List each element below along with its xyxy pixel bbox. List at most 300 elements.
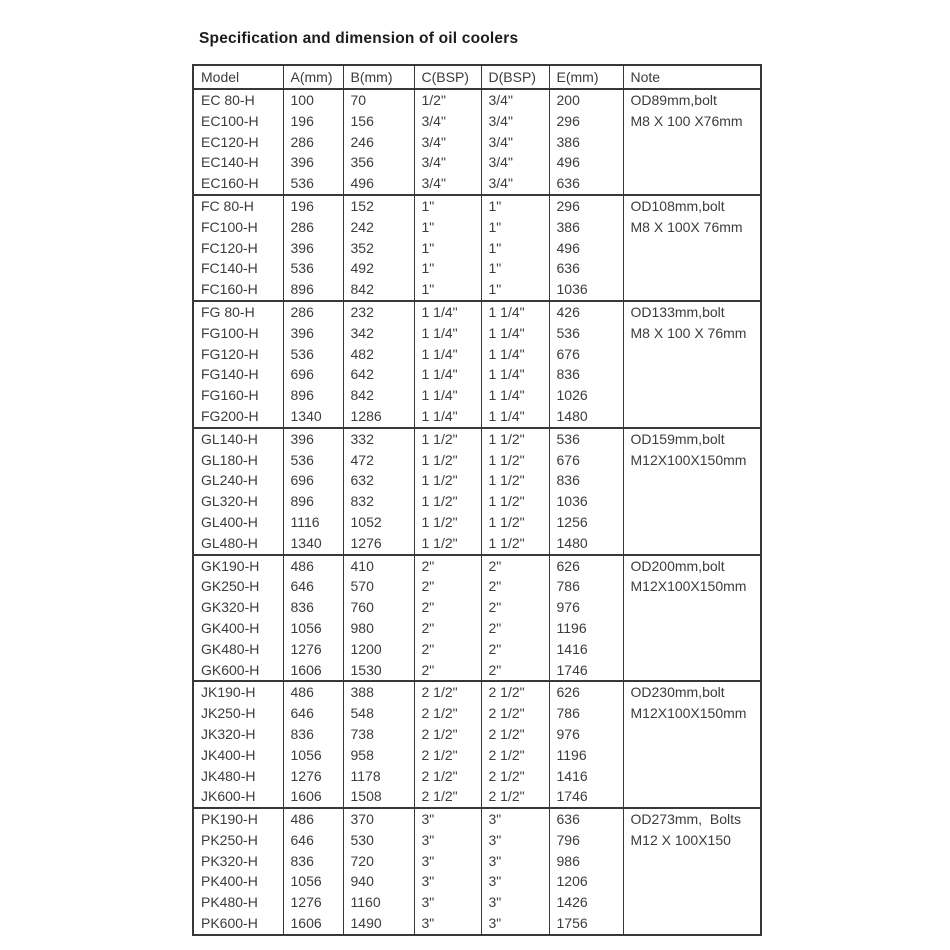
cell-a — [283, 195, 343, 301]
cell-d — [481, 428, 549, 555]
cell-value: 958 — [350, 746, 374, 763]
cell-value: 836 — [290, 725, 314, 742]
column-header-c: C(BSP) — [414, 65, 481, 89]
cell-note — [623, 681, 761, 808]
cell-c — [414, 555, 481, 682]
note-line: OD159mm,bolt — [630, 430, 725, 447]
cell-value: 1 1/4" — [488, 407, 525, 424]
cell-value: 2" — [421, 599, 435, 616]
cell-value: 1508 — [350, 788, 382, 805]
cell-value: 3" — [421, 915, 435, 932]
cell-value: 200 — [556, 92, 580, 108]
cell-value: 2" — [488, 619, 502, 636]
cell-value: 426 — [556, 303, 580, 320]
column-header-a: A(mm) — [283, 65, 343, 89]
cell-value: 352 — [350, 239, 374, 256]
note-line: OD230mm,bolt — [630, 684, 725, 701]
cell-value: 836 — [556, 472, 580, 489]
cell-e — [549, 555, 623, 682]
cell-d — [481, 681, 549, 808]
cell-value: 1606 — [290, 788, 322, 805]
cell-value: 196 — [290, 197, 314, 214]
cell-value: GK600-H — [201, 661, 260, 678]
cell-value: 842 — [350, 281, 374, 298]
cell-value: 1 1/2" — [421, 493, 458, 510]
cell-value: 3/4" — [488, 133, 513, 150]
cell-value: PK250-H — [201, 831, 258, 848]
cell-value: GK190-H — [201, 557, 260, 574]
cell-value: 1 1/2" — [488, 472, 525, 489]
cell-value: FG 80-H — [201, 303, 255, 320]
cell-value: 1276 — [350, 534, 382, 551]
cell-value: 1340 — [290, 534, 322, 551]
cell-value: FG160-H — [201, 387, 259, 404]
cell-value: EC120-H — [201, 133, 259, 150]
cell-value: 196 — [290, 112, 314, 129]
cell-value: 1606 — [290, 661, 322, 678]
group-row-6 — [193, 808, 761, 935]
cell-value: 388 — [350, 684, 374, 701]
cell-value: 980 — [350, 619, 374, 636]
cell-value: FC120-H — [201, 239, 258, 256]
cell-c — [414, 808, 481, 935]
cell-value: 1178 — [350, 767, 381, 784]
cell-value: FC100-H — [201, 218, 258, 235]
cell-value: 836 — [556, 366, 580, 383]
group-row-5 — [193, 681, 761, 808]
note-line: M12 X 100X150 — [630, 831, 731, 848]
cell-value: FG120-H — [201, 345, 259, 362]
cell-value: GK480-H — [201, 640, 260, 657]
cell-model — [193, 555, 283, 682]
column-header-d: D(BSP) — [481, 65, 549, 89]
cell-value: 1/2" — [421, 92, 446, 108]
cell-a — [283, 555, 343, 682]
cell-value: 1 1/2" — [421, 430, 458, 447]
cell-value: 242 — [350, 218, 374, 235]
cell-value: 1 1/2" — [421, 534, 458, 551]
cell-value: 3" — [421, 831, 435, 848]
cell-value: 1" — [488, 239, 502, 256]
cell-value: 1 1/4" — [421, 387, 458, 404]
cell-value: 842 — [350, 387, 374, 404]
cell-b — [343, 89, 414, 195]
cell-e — [549, 301, 623, 428]
cell-value: 1276 — [290, 767, 322, 784]
cell-value: 486 — [290, 557, 314, 574]
cell-value: JK400-H — [201, 746, 256, 763]
cell-value: 1" — [421, 218, 435, 235]
cell-a — [283, 301, 343, 428]
cell-value: JK250-H — [201, 705, 256, 722]
cell-c — [414, 195, 481, 301]
cell-b — [343, 428, 414, 555]
cell-value: 1 1/4" — [488, 366, 525, 383]
column-header-note: Note — [623, 65, 761, 89]
cell-value: 3" — [488, 852, 502, 869]
cell-value: 548 — [350, 705, 374, 722]
cell-model — [193, 301, 283, 428]
cell-value: GL480-H — [201, 534, 258, 551]
cell-value: 1756 — [556, 915, 588, 932]
cell-value: 1196 — [556, 619, 587, 636]
cell-value: 696 — [290, 366, 314, 383]
cell-value: 472 — [350, 451, 374, 468]
cell-b — [343, 681, 414, 808]
cell-value: 2" — [488, 578, 502, 595]
cell-value: 410 — [350, 557, 374, 574]
cell-value: 536 — [290, 451, 314, 468]
cell-value: 2 1/2" — [421, 705, 458, 722]
cell-value: FG140-H — [201, 366, 259, 383]
cell-value: 3/4" — [421, 154, 446, 171]
cell-value: 2" — [421, 661, 435, 678]
cell-note — [623, 428, 761, 555]
cell-value: FG200-H — [201, 407, 259, 424]
cell-value: 786 — [556, 578, 580, 595]
cell-e — [549, 428, 623, 555]
cell-model — [193, 428, 283, 555]
cell-note — [623, 89, 761, 195]
cell-value: 896 — [290, 493, 314, 510]
cell-value: 1530 — [350, 661, 382, 678]
cell-value: 1416 — [556, 640, 588, 657]
cell-value: GL140-H — [201, 430, 258, 447]
cell-value: 786 — [556, 705, 580, 722]
cell-value: 1 1/4" — [488, 387, 525, 404]
cell-e — [549, 195, 623, 301]
cell-value: 2" — [488, 661, 502, 678]
cell-value: 2 1/2" — [488, 684, 525, 701]
cell-value: 3" — [421, 873, 435, 890]
cell-value: 1" — [488, 260, 502, 277]
cell-e — [549, 681, 623, 808]
cell-value: 2 1/2" — [421, 746, 458, 763]
cell-value: 940 — [350, 873, 374, 890]
cell-value: 3" — [421, 894, 435, 911]
cell-value: 100 — [290, 92, 314, 108]
cell-value: 3/4" — [488, 112, 513, 129]
cell-value: FG100-H — [201, 324, 259, 341]
note-line: M8 X 100 X76mm — [630, 112, 743, 129]
cell-value: 626 — [556, 684, 580, 701]
cell-value: 832 — [350, 493, 374, 510]
cell-value: PK320-H — [201, 852, 258, 869]
cell-value: 3" — [488, 915, 502, 932]
cell-value: 626 — [556, 557, 580, 574]
cell-value: 796 — [556, 831, 580, 848]
cell-c — [414, 89, 481, 195]
cell-value: 1056 — [290, 746, 322, 763]
cell-b — [343, 195, 414, 301]
cell-a — [283, 428, 343, 555]
cell-value: 396 — [290, 324, 314, 341]
cell-value: 3" — [488, 894, 502, 911]
cell-value: 536 — [290, 260, 314, 277]
cell-value: 636 — [556, 175, 580, 192]
cell-value: 1 1/4" — [488, 324, 525, 341]
cell-value: PK480-H — [201, 894, 258, 911]
cell-value: 396 — [290, 239, 314, 256]
cell-value: 2 1/2" — [421, 767, 458, 784]
note-line: OD273mm, Bolts — [630, 811, 741, 828]
cell-value: 896 — [290, 387, 314, 404]
cell-d — [481, 555, 549, 682]
cell-value: 1746 — [556, 661, 588, 678]
cell-value: JK600-H — [201, 788, 256, 805]
cell-value: 1 1/2" — [421, 513, 458, 530]
cell-value: 1 1/4" — [421, 324, 458, 341]
cell-b — [343, 808, 414, 935]
cell-value: 738 — [350, 725, 374, 742]
cell-value: 720 — [350, 852, 374, 869]
cell-value: 1286 — [350, 407, 382, 424]
note-line: OD133mm,bolt — [630, 303, 725, 320]
cell-a — [283, 808, 343, 935]
cell-value: PK600-H — [201, 915, 258, 932]
cell-a — [283, 89, 343, 195]
header-row — [193, 65, 761, 89]
cell-value: 2" — [421, 578, 435, 595]
cell-value: 1" — [488, 218, 502, 235]
cell-value: 332 — [350, 430, 374, 447]
cell-value: 1052 — [350, 513, 382, 530]
cell-value: 286 — [290, 133, 314, 150]
cell-value: 636 — [556, 811, 580, 828]
cell-value: 3/4" — [421, 112, 446, 129]
cell-value: GK250-H — [201, 578, 260, 595]
cell-value: 1036 — [556, 493, 588, 510]
cell-value: 246 — [350, 133, 374, 150]
cell-value: FC160-H — [201, 281, 258, 298]
cell-value: 896 — [290, 281, 314, 298]
cell-c — [414, 301, 481, 428]
cell-value: 1" — [488, 281, 502, 298]
cell-value: 646 — [290, 578, 314, 595]
cell-value: 2 1/2" — [421, 788, 458, 805]
cell-value: 496 — [556, 154, 580, 171]
group-row-3 — [193, 428, 761, 555]
column-header-b: B(mm) — [343, 65, 414, 89]
cell-value: 646 — [290, 831, 314, 848]
cell-value: 642 — [350, 366, 374, 383]
cell-value: 1606 — [290, 915, 322, 932]
cell-value: 1480 — [556, 534, 588, 551]
cell-value: 3" — [488, 811, 502, 828]
cell-value: 536 — [556, 324, 580, 341]
cell-value: 1" — [421, 260, 435, 277]
cell-value: 2 1/2" — [488, 725, 525, 742]
cell-b — [343, 301, 414, 428]
cell-value: 386 — [556, 218, 580, 235]
cell-c — [414, 681, 481, 808]
cell-value: 1 1/2" — [488, 451, 525, 468]
cell-value: GL180-H — [201, 451, 258, 468]
cell-value: 1116 — [290, 513, 320, 530]
cell-value: 836 — [290, 852, 314, 869]
cell-value: 760 — [350, 599, 374, 616]
cell-model — [193, 89, 283, 195]
cell-value: 3" — [488, 873, 502, 890]
group-row-1 — [193, 195, 761, 301]
cell-value: 2" — [421, 640, 435, 657]
cell-value: 1416 — [556, 767, 588, 784]
cell-value: 286 — [290, 303, 314, 320]
cell-value: 1 1/2" — [421, 451, 458, 468]
cell-model — [193, 195, 283, 301]
cell-value: 1" — [421, 281, 435, 298]
cell-value: 1426 — [556, 894, 588, 911]
cell-b — [343, 555, 414, 682]
cell-value: 1 1/2" — [488, 513, 525, 530]
cell-value: JK190-H — [201, 684, 256, 701]
cell-value: 1 1/4" — [421, 345, 458, 362]
note-line: OD108mm,bolt — [630, 197, 725, 214]
cell-value: 836 — [290, 599, 314, 616]
cell-value: FC 80-H — [201, 197, 254, 214]
cell-value: 342 — [350, 324, 374, 341]
cell-value: 2 1/2" — [488, 788, 525, 805]
cell-value: 1 1/2" — [488, 534, 525, 551]
cell-a — [283, 681, 343, 808]
cell-value: 2 1/2" — [421, 684, 458, 701]
cell-value: EC160-H — [201, 175, 259, 192]
cell-value: 2" — [488, 557, 502, 574]
cell-value: 3" — [421, 811, 435, 828]
cell-value: 2" — [421, 619, 435, 636]
cell-d — [481, 808, 549, 935]
cell-value: GL320-H — [201, 493, 258, 510]
cell-value: 1160 — [350, 894, 381, 911]
cell-value: 1 1/4" — [488, 303, 525, 320]
cell-c — [414, 428, 481, 555]
cell-e — [549, 89, 623, 195]
cell-value: 536 — [290, 175, 314, 192]
note-line: M12X100X150mm — [630, 578, 747, 595]
cell-value: 2" — [421, 557, 435, 574]
cell-value: 1340 — [290, 407, 322, 424]
cell-value: 1 1/4" — [421, 366, 458, 383]
cell-value: 1 1/4" — [488, 345, 525, 362]
cell-value: 396 — [290, 430, 314, 447]
table-body — [193, 89, 761, 935]
cell-value: 2 1/2" — [488, 767, 525, 784]
cell-value: GK320-H — [201, 599, 260, 616]
cell-value: 530 — [350, 831, 374, 848]
cell-value: 676 — [556, 345, 580, 362]
cell-value: 3/4" — [421, 133, 446, 150]
cell-d — [481, 301, 549, 428]
column-header-e: E(mm) — [549, 65, 623, 89]
cell-value: EC100-H — [201, 112, 259, 129]
cell-value: 536 — [290, 345, 314, 362]
cell-value: 1746 — [556, 788, 588, 805]
cell-value: PK400-H — [201, 873, 258, 890]
cell-value: EC 80-H — [201, 92, 255, 108]
cell-value: 2 1/2" — [421, 725, 458, 742]
cell-value: 976 — [556, 725, 580, 742]
cell-value: 486 — [290, 684, 314, 701]
cell-value: 370 — [350, 811, 374, 828]
cell-value: 356 — [350, 154, 374, 171]
cell-value: 3/4" — [421, 175, 446, 192]
cell-value: FC140-H — [201, 260, 258, 277]
cell-value: 286 — [290, 218, 314, 235]
cell-value: 986 — [556, 852, 580, 869]
cell-value: 486 — [290, 811, 314, 828]
cell-value: 296 — [556, 112, 580, 129]
cell-value: 1 1/2" — [488, 493, 525, 510]
cell-value: 1276 — [290, 894, 322, 911]
cell-value: JK320-H — [201, 725, 256, 742]
group-row-4 — [193, 555, 761, 682]
spec-table — [192, 64, 762, 936]
cell-value: 570 — [350, 578, 374, 595]
cell-value: 232 — [350, 303, 374, 320]
cell-value: GL400-H — [201, 513, 258, 530]
cell-value: 152 — [350, 197, 374, 214]
cell-value: 536 — [556, 430, 580, 447]
cell-value: 696 — [290, 472, 314, 489]
note-line: M12X100X150mm — [630, 705, 747, 722]
cell-value: 3" — [488, 831, 502, 848]
column-header-model: Model — [193, 65, 283, 89]
cell-value: 976 — [556, 599, 580, 616]
cell-value: 1" — [421, 239, 435, 256]
cell-value: 1256 — [556, 513, 588, 530]
cell-value: 636 — [556, 260, 580, 277]
cell-value: 1 1/4" — [421, 303, 458, 320]
cell-d — [481, 89, 549, 195]
cell-value: 1026 — [556, 387, 588, 404]
note-line: M8 X 100 X 76mm — [630, 324, 747, 341]
cell-note — [623, 808, 761, 935]
cell-value: 1490 — [350, 915, 382, 932]
table-header — [193, 65, 761, 89]
note-line: M8 X 100X 76mm — [630, 218, 743, 235]
cell-value: 676 — [556, 451, 580, 468]
cell-value: 492 — [350, 260, 374, 277]
cell-e — [549, 808, 623, 935]
cell-value: EC140-H — [201, 154, 259, 171]
cell-value: JK480-H — [201, 767, 256, 784]
cell-value: 3/4" — [488, 175, 513, 192]
cell-value: GL240-H — [201, 472, 258, 489]
cell-value: 1" — [421, 197, 435, 214]
cell-value: 1056 — [290, 873, 322, 890]
cell-value: 1206 — [556, 873, 588, 890]
note-line: OD200mm,bolt — [630, 557, 725, 574]
cell-value: 3/4" — [488, 92, 513, 108]
cell-value: 496 — [350, 175, 374, 192]
cell-value: 1 1/2" — [421, 472, 458, 489]
cell-model — [193, 808, 283, 935]
cell-value: 396 — [290, 154, 314, 171]
cell-value: 2 1/2" — [488, 705, 525, 722]
cell-value: 632 — [350, 472, 374, 489]
cell-note — [623, 195, 761, 301]
cell-value: 646 — [290, 705, 314, 722]
cell-value: 1056 — [290, 619, 322, 636]
cell-value: 3/4" — [488, 154, 513, 171]
cell-value: 156 — [350, 112, 374, 129]
cell-value: 1200 — [350, 640, 382, 657]
cell-value: 2 1/2" — [488, 746, 525, 763]
cell-d — [481, 195, 549, 301]
cell-value: 2" — [488, 599, 502, 616]
cell-value: 3" — [421, 852, 435, 869]
group-row-0 — [193, 89, 761, 195]
